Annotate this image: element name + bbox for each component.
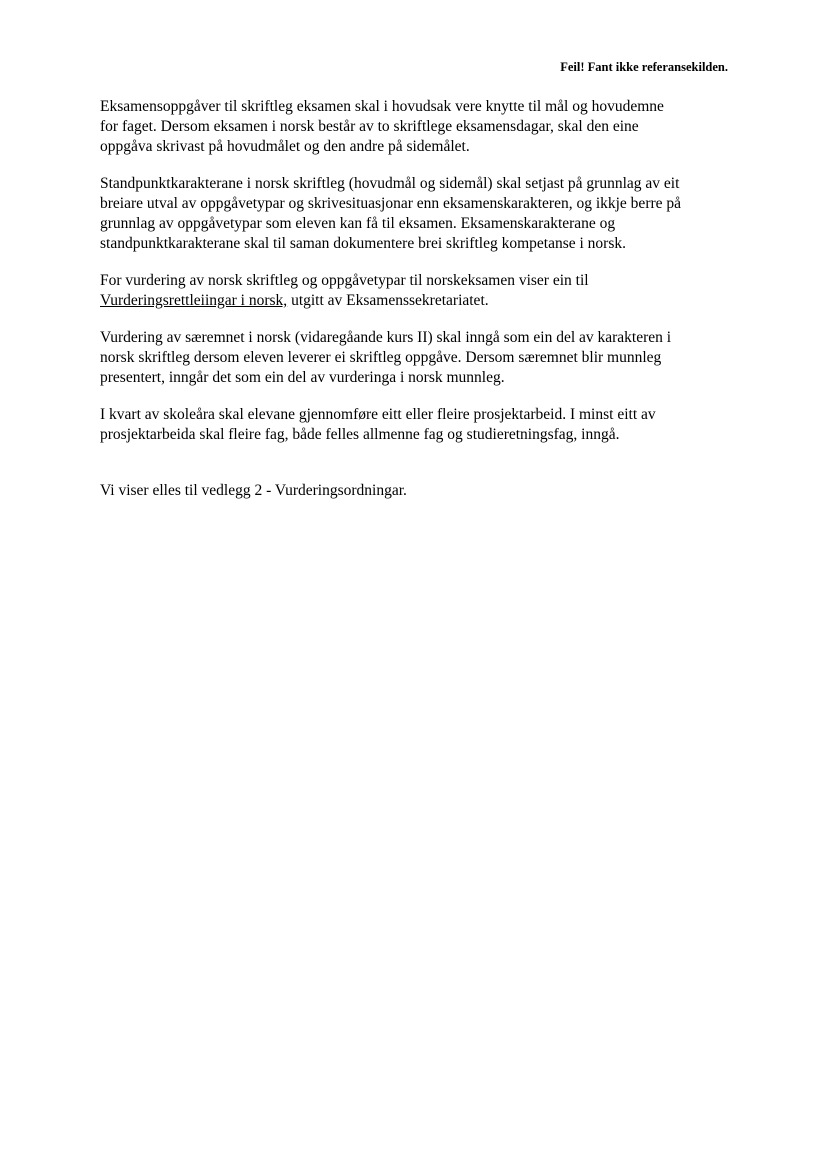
text-line: standpunktkarakterane skal til saman dokumentere brei skriftleg kompetanse i norsk. [100,235,626,252]
link-trailing-text: utgitt av Eksamenssekretariatet. [287,292,489,309]
paragraph-assessment-guide [100,271,730,311]
text-line: norsk skriftleg dersom eleven leverer ei skriftleg oppgåve. Dersom særemnet blir munnleg [100,349,662,366]
text-line: prosjektarbeida skal fleire fag, både felles allmenne fag og studieretningsfag, inngå. [100,426,620,443]
text-line: for faget. Dersom eksamen i norsk består av to skriftlege eksamensdagar, skal den eine [100,118,639,135]
text-line: breiare utval av oppgåvetypar og skrivesituasjonar enn eksamenskarakteren, og ikkje berre på [100,195,682,212]
text-line: presentert, inngår det som ein del av vurderinga i norsk munnleg. [100,369,505,386]
paragraph-standpoint-grades [100,174,730,254]
assessment-guide-link[interactable]: Vurderingsrettleiingar i norsk, [100,292,288,309]
text-line: Standpunktkarakterane i norsk skriftleg (hovudmål og sidemål) skal setjast på grunnlag av eit [100,175,680,192]
document-body [100,97,730,518]
text-line: oppgåva skrivast på hovudmålet og den andre på sidemålet. [100,138,470,155]
paragraph-exam-tasks [100,97,730,157]
text-line: grunnlag av oppgåvetypar som eleven kan få til eksamen. Eksamenskarakterane og [100,215,616,232]
paragraph-special-topic [100,328,730,388]
text-line: Eksamensoppgåver til skriftleg eksamen skal i hovudsak vere knytte til mål og hovudemne [100,98,664,115]
text-line [100,291,730,311]
text-line: For vurdering av norsk skriftleg og oppgåvetypar til norskeksamen viser ein til [100,272,589,289]
paragraph-project-work [100,405,730,445]
text-line: Vi viser elles til vedlegg 2 - Vurderingsordningar. [100,482,407,499]
text-line: Vurdering av særemnet i norsk (vidaregåande kurs II) skal inngå som ein del av karakteren i [100,329,672,346]
paragraph-appendix-reference [100,481,730,501]
text-line: I kvart av skoleåra skal elevane gjennomføre eitt eller fleire prosjektarbeid. I minst eitt av [100,406,656,423]
reference-error-note: Feil! Fant ikke referansekilden. [560,60,728,74]
